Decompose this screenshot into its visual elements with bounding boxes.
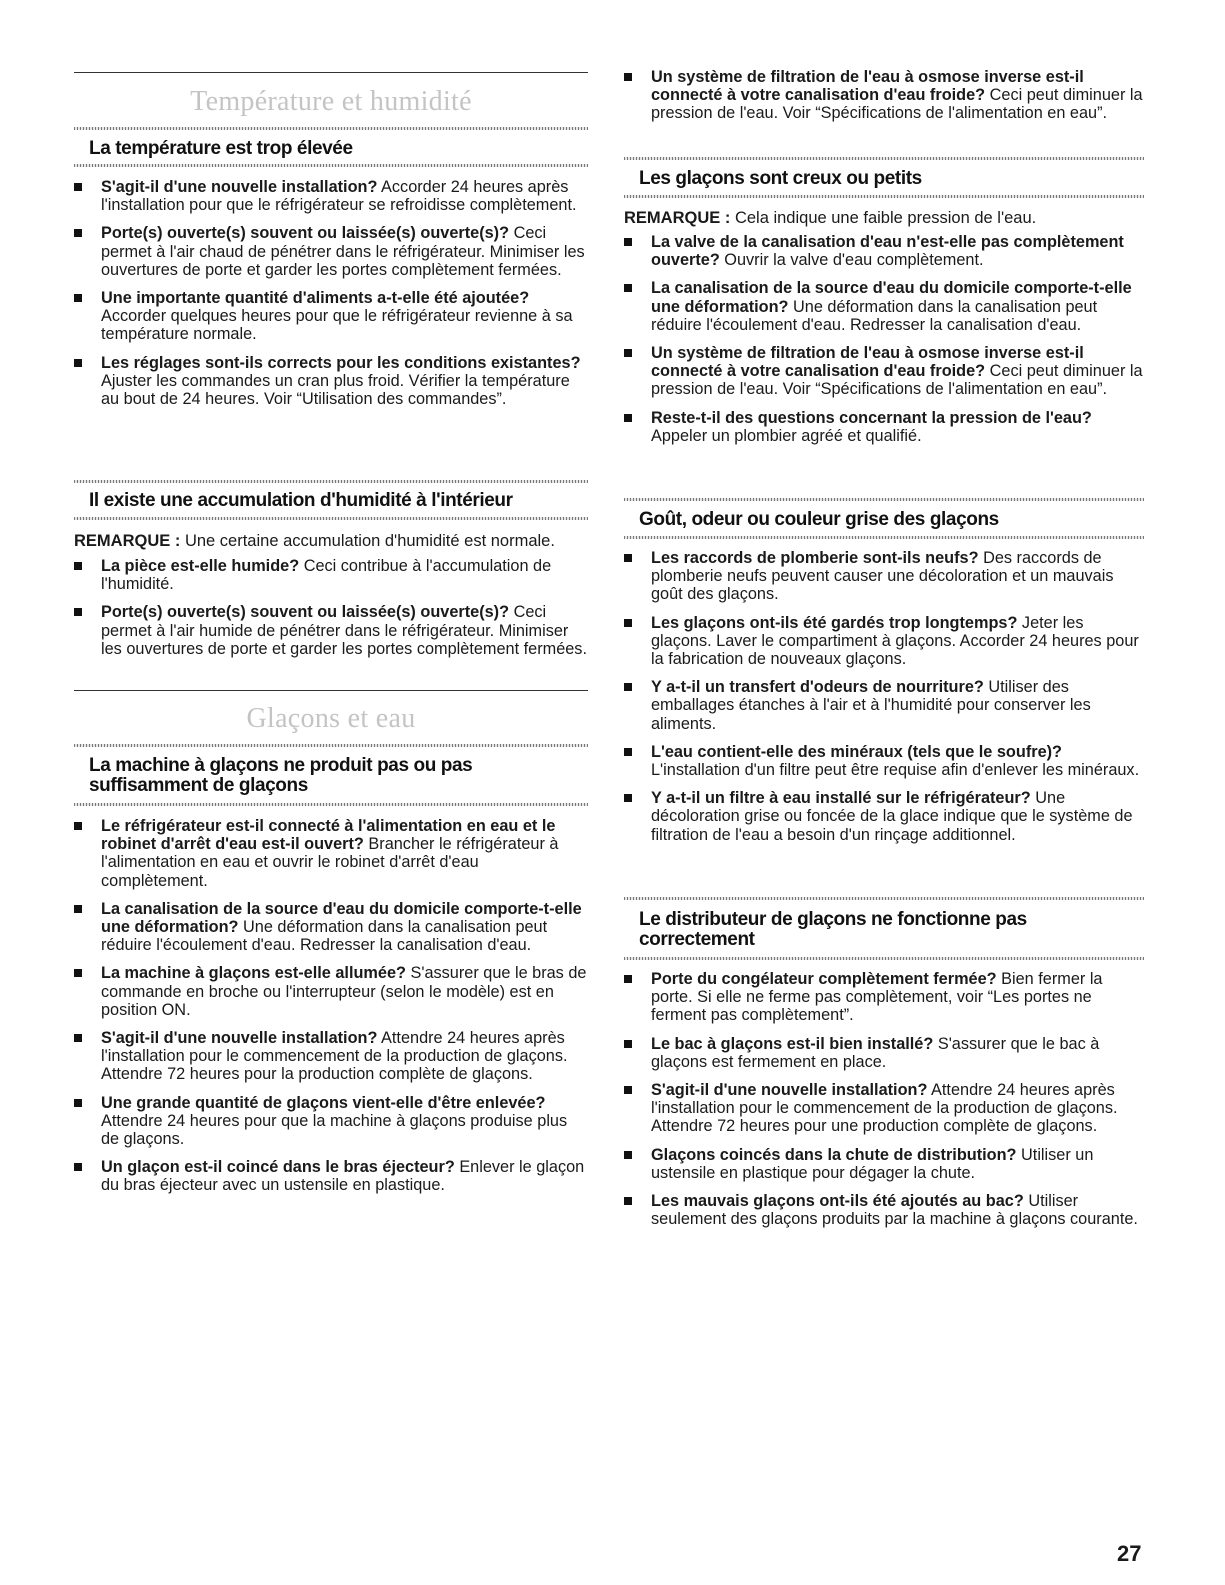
bullet-icon [74, 969, 82, 977]
hatch-divider [624, 957, 1144, 960]
list-item: Un système de filtration de l'eau à osmose inverse est-il connecté à votre canalisation d'eau froide? Ceci peut diminuer la pression de l'eau. Voir “Spécifications de l'alimentation en eau”. [624, 68, 1144, 123]
hatch-divider [74, 803, 588, 806]
section-rule [74, 72, 588, 73]
remark-pressure: REMARQUE : Cela indique une faible pression de l'eau. [624, 209, 1037, 227]
bullet-icon [624, 683, 632, 691]
bullet-icon [624, 1086, 632, 1094]
bullet-icon [74, 229, 82, 237]
list-item: Glaçons coincés dans la chute de distribution? Utiliser un ustensile en plastique pour dégager la chute. [624, 1146, 1144, 1182]
list-item: Le bac à glaçons est-il bien installé? S'assurer que le bac à glaçons est fermement en place. [624, 1035, 1144, 1071]
list-item: Les raccords de plomberie sont-ils neufs? Des raccords de plomberie neufs peuvent causer une décoloration et un mauvais goût des glaçons. [624, 549, 1144, 604]
list-item: Porte(s) ouverte(s) souvent ou laissée(s) ouverte(s)? Ceci permet à l'air chaud de pénétrer dans le réfrigérateur. Minimiser les ouvertures de porte et garder les portes complètement fermées. [74, 224, 588, 279]
list-item: Porte(s) ouverte(s) souvent ou laissée(s) ouverte(s)? Ceci permet à l'air humide de pénétrer dans le réfrigérateur. Minimiser les ouvertures de porte et garder les portes complètement fermées. [74, 603, 588, 658]
hatch-divider [624, 498, 1144, 501]
bullet-icon [624, 1040, 632, 1048]
list-ice-maker [74, 817, 588, 1195]
hatch-divider [74, 127, 588, 130]
section-title-temperature: Température et humidité [190, 86, 472, 117]
list-item: Y a-t-il un transfert d'odeurs de nourriture? Utiliser des emballages étanches à l'air et à l'humidité pour conserver les aliments. [624, 678, 1144, 733]
bullet-icon [624, 975, 632, 983]
list-continued [624, 68, 1144, 123]
list-item: La canalisation de la source d'eau du domicile comporte-t-elle une déformation? Une déformation dans la canalisation peut réduire l'écoulement d'eau. Redresser la canalisation d'eau. [624, 279, 1144, 334]
bullet-icon [624, 1197, 632, 1205]
section-rule [74, 690, 588, 691]
hatch-divider [624, 897, 1144, 900]
bullet-icon [624, 619, 632, 627]
list-item: La canalisation de la source d'eau du domicile comporte-t-elle une déformation? Une déformation dans la canalisation peut réduire l'écoulement d'eau. Redresser la canalisation d'eau. [74, 900, 588, 955]
bullet-icon [624, 748, 632, 756]
bullet-icon [74, 294, 82, 302]
hatch-divider [624, 157, 1144, 160]
bullet-icon [74, 905, 82, 913]
bullet-icon [624, 794, 632, 802]
list-item: L'eau contient-elle des minéraux (tels que le soufre)? L'installation d'un filtre peut être requise afin d'enlever les minéraux. [624, 743, 1144, 779]
bullet-icon [74, 822, 82, 830]
list-item: Y a-t-il un filtre à eau installé sur le réfrigérateur? Une décoloration grise ou foncée de la glace indique que le système de filtration de l'eau a besoin d'un rinçage additionnel. [624, 789, 1144, 844]
list-item: S'agit-il d'une nouvelle installation? Attendre 24 heures après l'installation pour le commencement de la production de glaçons. Attendre 72 heures pour la production complète de glaçons. [74, 1029, 588, 1084]
bullet-icon [624, 284, 632, 292]
list-item: Un glaçon est-il coincé dans le bras éjecteur? Enlever le glaçon du bras éjecteur avec un ustensile en plastique. [74, 1158, 588, 1194]
list-item: S'agit-il d'une nouvelle installation? Attendre 24 heures après l'installation pour le commencement de la production de glaçons. Attendre 72 heures pour une production complète de glaçons. [624, 1081, 1144, 1136]
bullet-icon [74, 562, 82, 570]
bullet-icon [624, 73, 632, 81]
hatch-divider [624, 195, 1144, 198]
bullet-icon [74, 183, 82, 191]
subheading-temp-high: La température est trop élevée [89, 138, 353, 159]
subheading-ice-maker: La machine à glaçons ne produit pas ou pas suffisamment de glaçons [89, 755, 473, 796]
list-temp-high [74, 178, 588, 408]
subheading-dispenser: Le distributeur de glaçons ne fonctionne pas correctement [639, 909, 1027, 950]
subheading-taste-odor: Goût, odeur ou couleur grise des glaçons [639, 509, 999, 530]
hatch-divider [74, 744, 588, 747]
hatch-divider [74, 480, 588, 483]
list-item: Les réglages sont-ils corrects pour les conditions existantes? Ajuster les commandes un cran plus froid. Vérifier la température au bout de 24 heures. Voir “Utilisation des commandes”. [74, 354, 588, 409]
page-number: 27 [1117, 1541, 1142, 1566]
bullet-icon [74, 1163, 82, 1171]
list-dispenser [624, 970, 1144, 1228]
bullet-icon [624, 349, 632, 357]
list-item: Reste-t-il des questions concernant la pression de l'eau? Appeler un plombier agréé et qualifié. [624, 409, 1144, 445]
bullet-icon [74, 608, 82, 616]
list-item: Le réfrigérateur est-il connecté à l'alimentation en eau et le robinet d'arrêt d'eau est-il ouvert? Brancher le réfrigérateur à l'alimentation en eau et ouvrir le robinet d'arrêt d'eau complètement. [74, 817, 588, 890]
list-item: Les mauvais glaçons ont-ils été ajoutés au bac? Utiliser seulement des glaçons produits par la machine à glaçons courante. [624, 1192, 1144, 1228]
hatch-divider [624, 536, 1144, 539]
list-item: Un système de filtration de l'eau à osmose inverse est-il connecté à votre canalisation d'eau froide? Ceci peut diminuer la pression de l'eau. Voir “Spécifications de l'alimentation en eau”. [624, 344, 1144, 399]
subheading-humidity: Il existe une accumulation d'humidité à l'intérieur [89, 490, 513, 511]
bullet-icon [74, 1034, 82, 1042]
bullet-icon [74, 1099, 82, 1107]
list-taste-odor [624, 549, 1144, 844]
list-item: Une grande quantité de glaçons vient-elle d'être enlevée? Attendre 24 heures pour que la machine à glaçons produise plus de glaçons. [74, 1094, 588, 1149]
bullet-icon [624, 554, 632, 562]
list-item: S'agit-il d'une nouvelle installation? Accorder 24 heures après l'installation pour que le réfrigérateur se refroidisse complètement. [74, 178, 588, 214]
list-item: Une importante quantité d'aliments a-t-elle été ajoutée? Accorder quelques heures pour que le réfrigérateur revienne à sa température normale. [74, 289, 588, 344]
list-item: La pièce est-elle humide? Ceci contribue à l'accumulation de l'humidité. [74, 557, 588, 593]
remark-humidity: REMARQUE : Une certaine accumulation d'humidité est normale. [74, 532, 555, 550]
list-item: Les glaçons ont-ils été gardés trop longtemps? Jeter les glaçons. Laver le compartiment à glaçons. Accorder 24 heures pour la fabrication de nouveaux glaçons. [624, 614, 1144, 669]
list-humidity [74, 557, 588, 658]
bullet-icon [624, 414, 632, 422]
list-hollow-cubes [624, 233, 1144, 445]
list-item: La valve de la canalisation d'eau n'est-elle pas complètement ouverte? Ouvrir la valve d'eau complètement. [624, 233, 1144, 269]
bullet-icon [74, 359, 82, 367]
hatch-divider [74, 164, 588, 167]
hatch-divider [74, 517, 588, 520]
section-title-ice-water: Glaçons et eau [246, 703, 416, 734]
subheading-hollow-cubes: Les glaçons sont creux ou petits [639, 168, 922, 189]
list-item: La machine à glaçons est-elle allumée? S'assurer que le bras de commande en broche ou l'interrupteur (selon le modèle) est en position ON. [74, 964, 588, 1019]
list-item: Porte du congélateur complètement fermée? Bien fermer la porte. Si elle ne ferme pas complètement, voir “Les portes ne ferment pas complètement”. [624, 970, 1144, 1025]
bullet-icon [624, 1151, 632, 1159]
bullet-icon [624, 238, 632, 246]
